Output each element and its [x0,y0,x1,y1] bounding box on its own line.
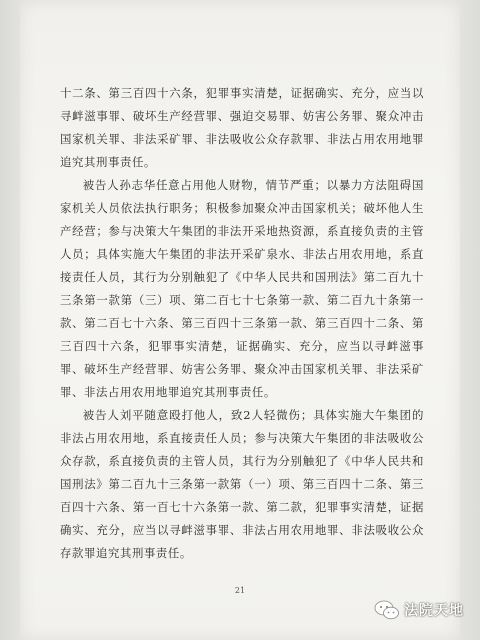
paragraph-sun-zhihua: 被告人孙志华任意占用他人财物，情节严重；以暴力方法阻碍国家机关人员依法执行职务；积极参加聚众冲击国家机关；破坏他人生产经营；参与决策大午集团的非法开采地热资源，系直接负责的主管人员；具体实施大午集团的非法开采矿泉水、非法占用农用地，系直接责任人员，其行为分别触犯了《中华人民共和国刑法》第二百九十三条第一款第（三）项、第二百七十七条第一款、第二百九十条第一款、第二百七十六条、第三百四十三条第一款、第三百四十二条、第三百四十六条，犯罪事实清楚，证据确实、充分，应当以寻衅滋事罪、破坏生产经营罪、妨害公务罪、聚众冲击国家机关罪、非法采矿罪、非法占用农用地罪追究其刑事责任。 [60,178,424,399]
document-body [60,82,424,565]
paragraph-liu-ping: 被告人刘平随意殴打他人，致2人轻微伤；具体实施大午集团的非法占用农用地，系直接责任人员；参与决策大午集团的非法吸收公众存款，系直接负责的主管人员，其行为分别触犯了《中华人民共和国刑法》第二百九十三条第一款第（一）项、第三百四十二条、第三百四十六条、第一百七十六条第一款、第二款，犯罪事实清楚，证据确实、充分，应当以寻衅滋事罪、非法占用农用地罪、非法吸收公众存款罪追究其刑事责任。 [60,408,424,560]
page-number: 21 [234,586,246,595]
paragraph-continuation: 十二条、第三百四十六条，犯罪事实清楚，证据确实、充分，应当以寻衅滋事罪、破坏生产经营罪、强迫交易罪、妨害公务罪、聚众冲击国家机关罪、非法采矿罪、非法吸收公众存款罪、非法占用农用地罪追究其刑事责任。 [60,86,424,169]
watermark [374,600,464,620]
watermark-text: 法院天地 [404,603,464,619]
wechat-chat-bubbles-icon [374,600,400,620]
